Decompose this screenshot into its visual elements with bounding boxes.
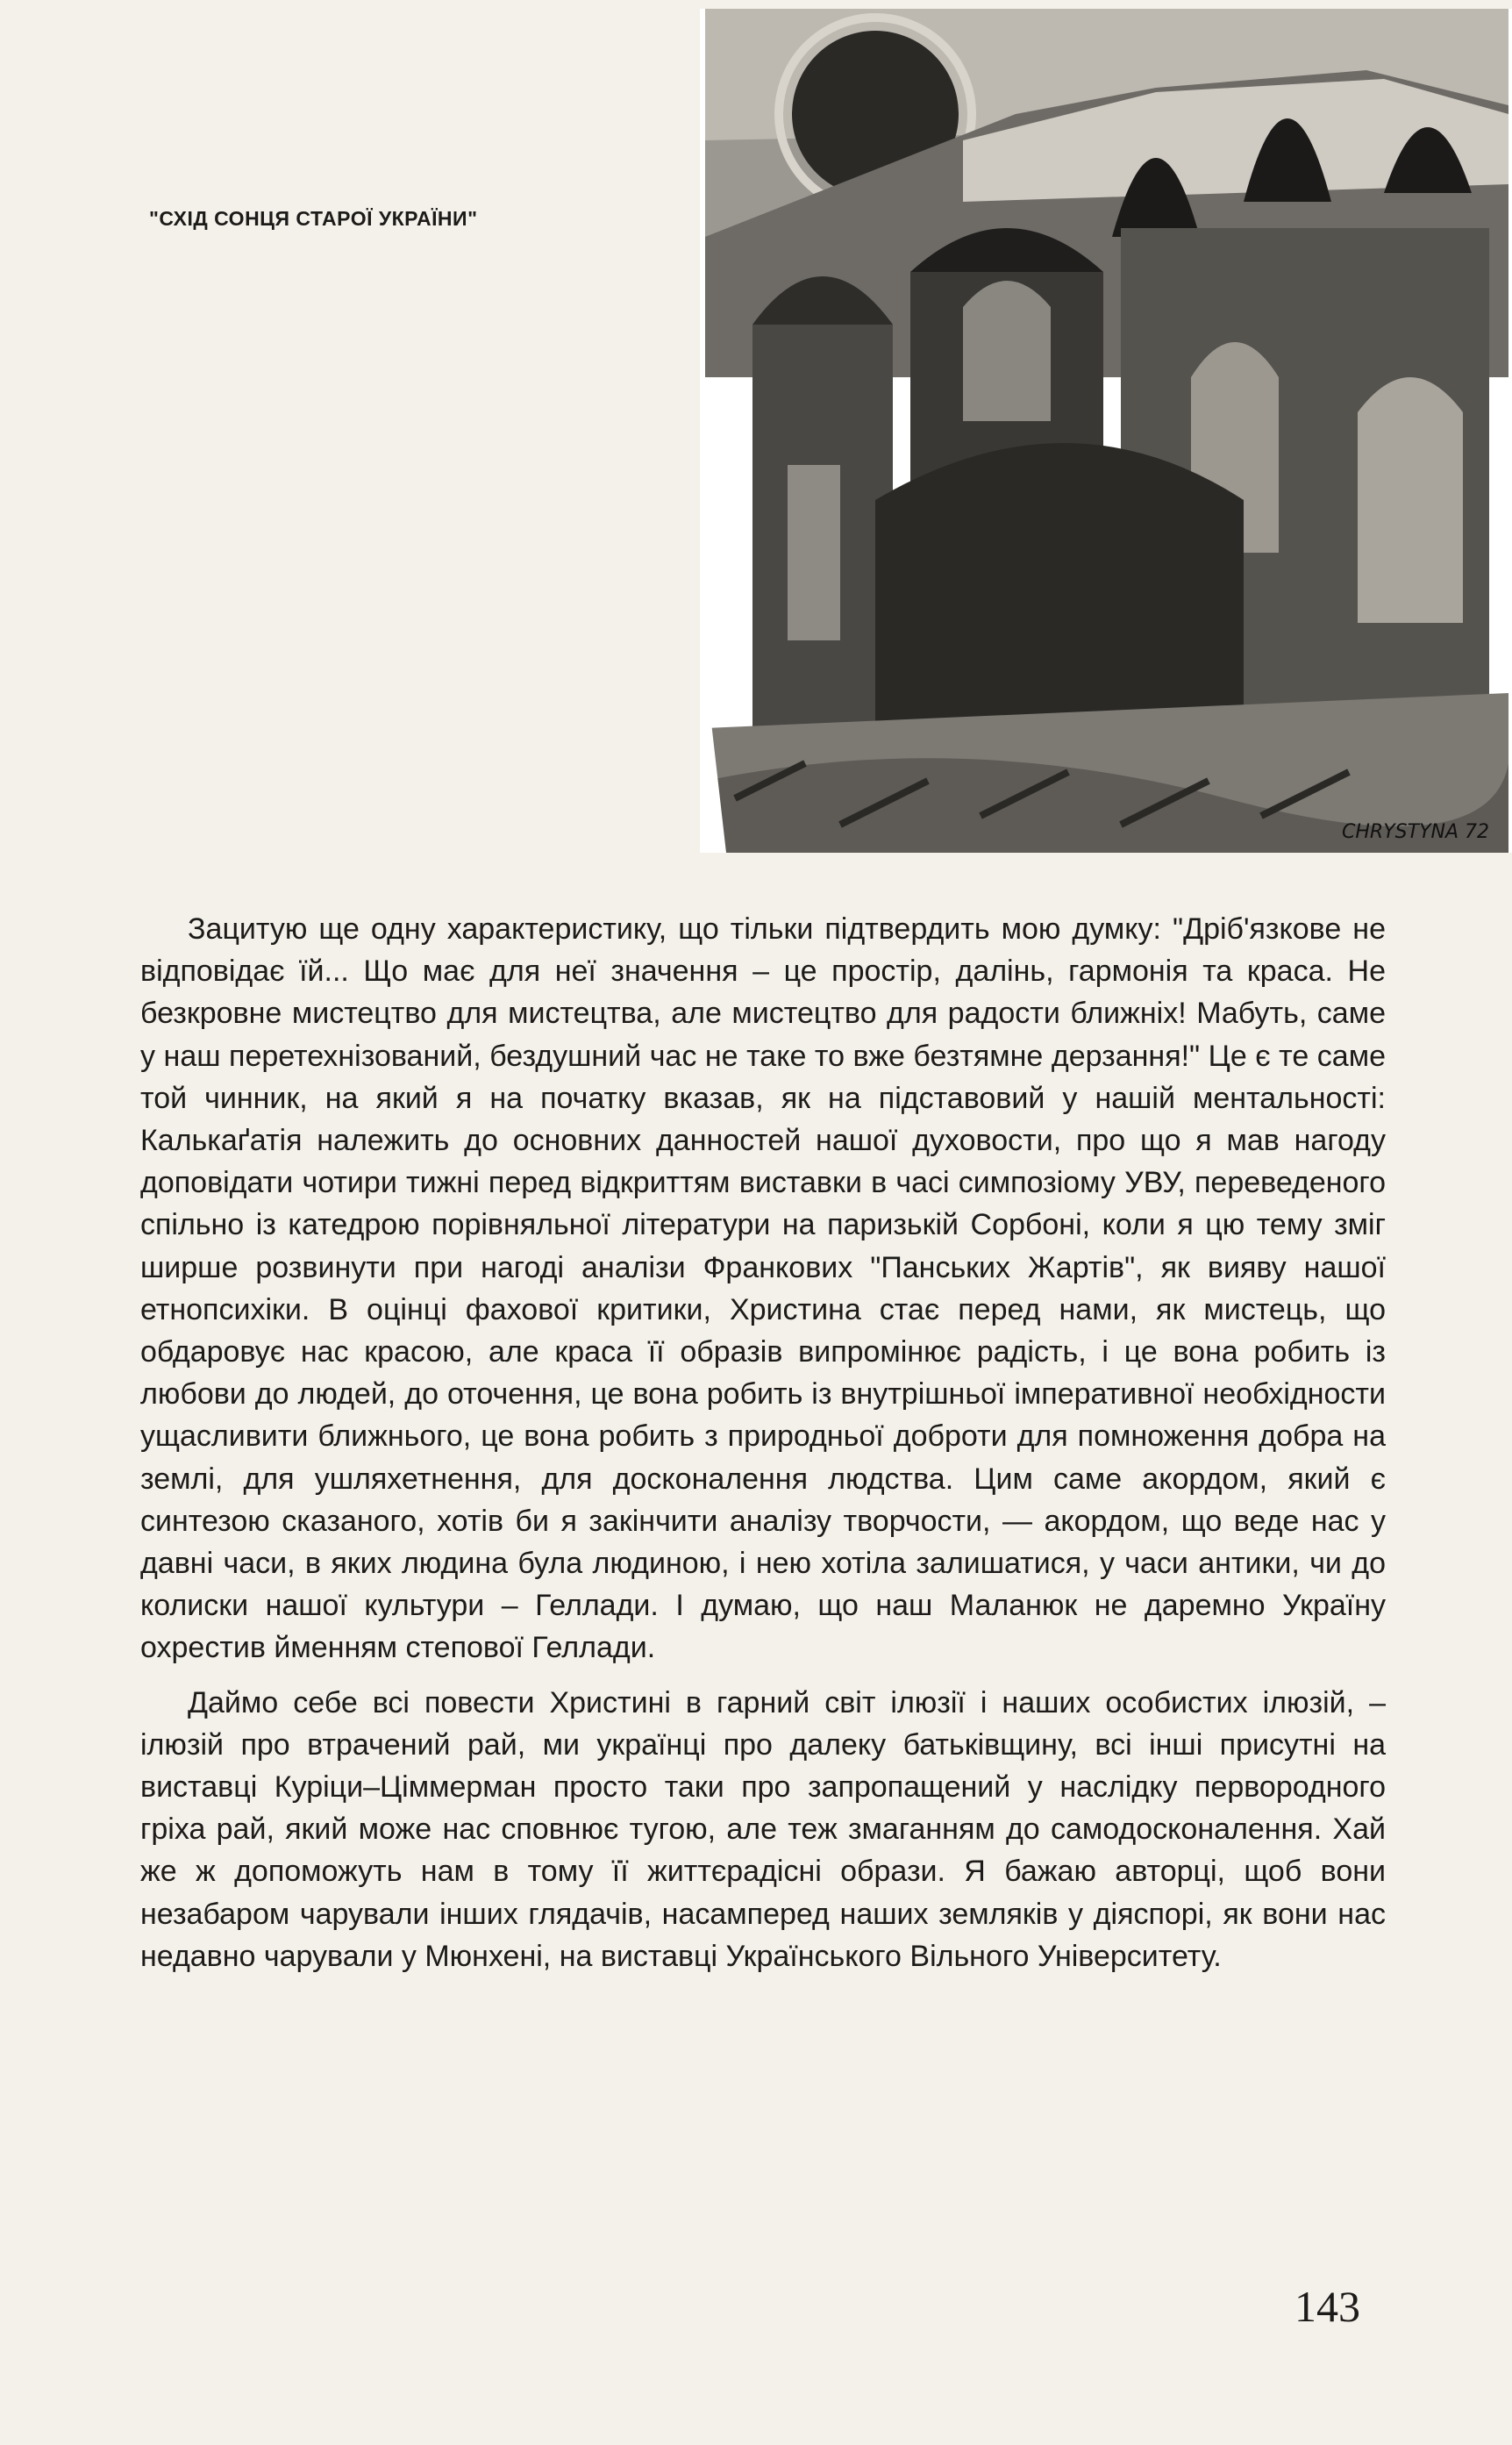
figure-caption: "СХІД СОНЦЯ СТАРОЇ УКРАЇНИ" — [149, 207, 478, 230]
painting-signature: CHRYSTYNA 72 — [1342, 821, 1489, 843]
painting-image — [700, 9, 1512, 853]
article-body — [140, 908, 1386, 1977]
painting-reproduction — [700, 9, 1512, 853]
page-number: 143 — [1294, 2282, 1360, 2331]
body-paragraph: Даймо себе всі повести Христині в гарний світ ілюзії і наших особистих ілюзій, – ілюзій про втрачений рай, ми українці про далеку батьківщину, всі інші присутні на виставці Куріци–Ціммерман просто таки про запропащений у наслідку первородного гріха рай, який може нас сповнює тугою, але теж змаганням до самодосконалення. Хай же ж допоможуть нам в тому її життєрадісні образи. Я бажаю авторці, щоб вони незабаром чарували інших глядачів, насамперед наших земляків у діяспорі, як вони нас недавно чарували у Мюнхені, на виставці Українського Вільного Університету. — [140, 1685, 1386, 1973]
body-paragraph: Зацитую ще одну характеристику, що тільки підтвердить мою думку: "Дріб'язкове не відповідає їй... Що має для неї значення – це простір, далінь, гармонія та краса. Не безкровне мистецтво для мистецтва, але мистецтво для радости ближніх! Мабуть, саме у наш перетехнізований, бездушний час не таке то вже безтямне дерзання!" Це є те саме той чинник, на який я на початку вказав, як на підставовий у нашій ментальності: Калькаґатія належить до основних данностей нашої духовости, про що я мав нагоду доповідати чотири тижні перед відкриттям виставки в часі симпозіому УВУ, переведеного спільно із катедрою порівняльної літератури на паризькій Сорбоні, коли я цю тему зміг ширше розвинути при нагоді аналізи Франкових "Панських Жартів", як вияву нашої етнопсихіки. В оцінці фахової критики, Христина стає перед нами, як мистець, що обдаровує нас красою, але краса її образів випромінює радість, і це вона робить із любови до людей, до оточення, це вона робить із внутрішньої імперативної необхідности ущасливити ближнього, це вона робить з природньої доброти для помноження добра на землі, для ушляхетнення, для досконалення людства. Цим саме акордом, який є синтезою сказаного, хотів би я закінчити аналізу творчости, — акордом, що веде нас у давні часи, в яких людина була людиною, і нею хотіла залишатися, у часи антики, чи до колиски нашої культури – Геллади. І думаю, що наш Маланюк не даремно Україну охрестив йменням степової Геллади. — [140, 912, 1386, 1665]
